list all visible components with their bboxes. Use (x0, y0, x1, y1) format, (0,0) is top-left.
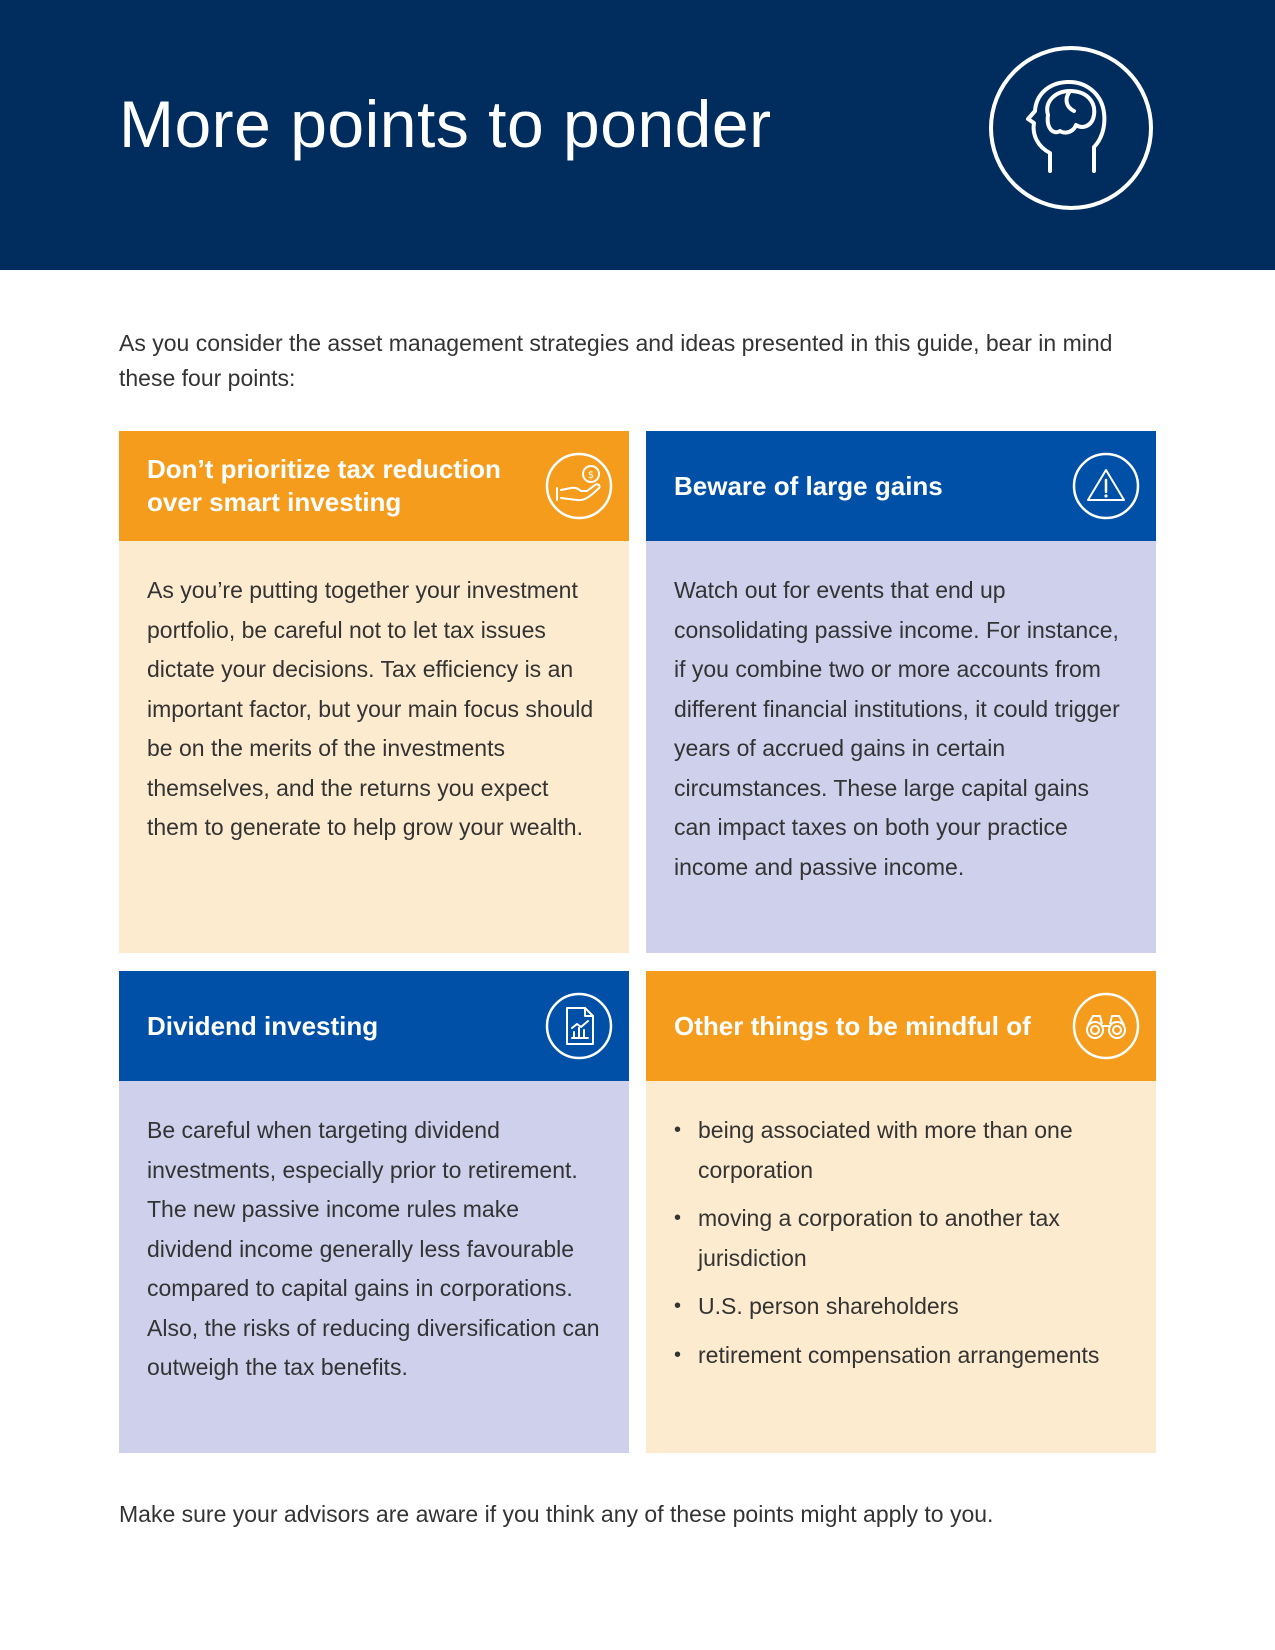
card-title: Beware of large gains (674, 470, 943, 501)
list-item: • U.S. person shareholders (674, 1287, 1128, 1327)
header-banner (0, 0, 1275, 270)
card-body (646, 541, 1156, 953)
card-text: Watch out for events that end up consolidating passive income. For instance, if you combine two or more accounts from different financial institutions, it could trigger years of accrued gains in certain circumstances. These large capital gains can impact taxes on both your practice income and passive income. (674, 577, 1120, 880)
chart-document-icon (545, 992, 613, 1060)
card-body (119, 1081, 629, 1453)
card-header (646, 431, 1156, 541)
card-dividend-investing (119, 971, 629, 1453)
hand-coin-icon (545, 452, 613, 520)
card-other-things (646, 971, 1156, 1453)
card-text: As you’re putting together your investment portfolio, be careful not to let tax issues dictate your decisions. Tax efficiency is an important factor, but your main focus should be on the merits of the investments themselves, and the returns you expect them to generate to help grow your wealth. (147, 577, 594, 840)
footer-text: Make sure your advisors are aware if you think any of these points might apply to you. (119, 1501, 994, 1527)
card-header (119, 971, 629, 1081)
svg-text:$: $ (587, 470, 595, 481)
list-item: • moving a corporation to another tax jurisdiction (674, 1199, 1128, 1278)
page-title: More points to ponder (119, 87, 772, 161)
card-title: Other things to be mindful of (674, 1010, 1031, 1041)
list-item: • being associated with more than one corporation (674, 1111, 1128, 1190)
binoculars-icon (1072, 992, 1140, 1060)
list-item: • retirement compensation arrangements (674, 1336, 1128, 1376)
card-body (646, 1081, 1156, 1453)
card-tax-reduction (119, 431, 629, 953)
intro-text: As you consider the asset management strategies and ideas presented in this guide, bear in mind these four points: (119, 330, 1113, 391)
card-header (646, 971, 1156, 1081)
card-body (119, 541, 629, 953)
head-brain-icon (988, 45, 1154, 211)
card-title: Don’t prioritize tax reduction over smart investing (147, 454, 501, 517)
card-large-gains (646, 431, 1156, 953)
card-title: Dividend investing (147, 1010, 379, 1041)
warning-triangle-icon (1072, 452, 1140, 520)
card-header (119, 431, 629, 541)
card-text: Be careful when targeting dividend investments, especially prior to retirement. The new passive income rules make dividend income generally less favourable compared to capital gains in corporations. Also, the risks of reducing diversification can outweigh the tax benefits. (147, 1117, 600, 1380)
bullet-list (674, 1111, 1128, 1375)
